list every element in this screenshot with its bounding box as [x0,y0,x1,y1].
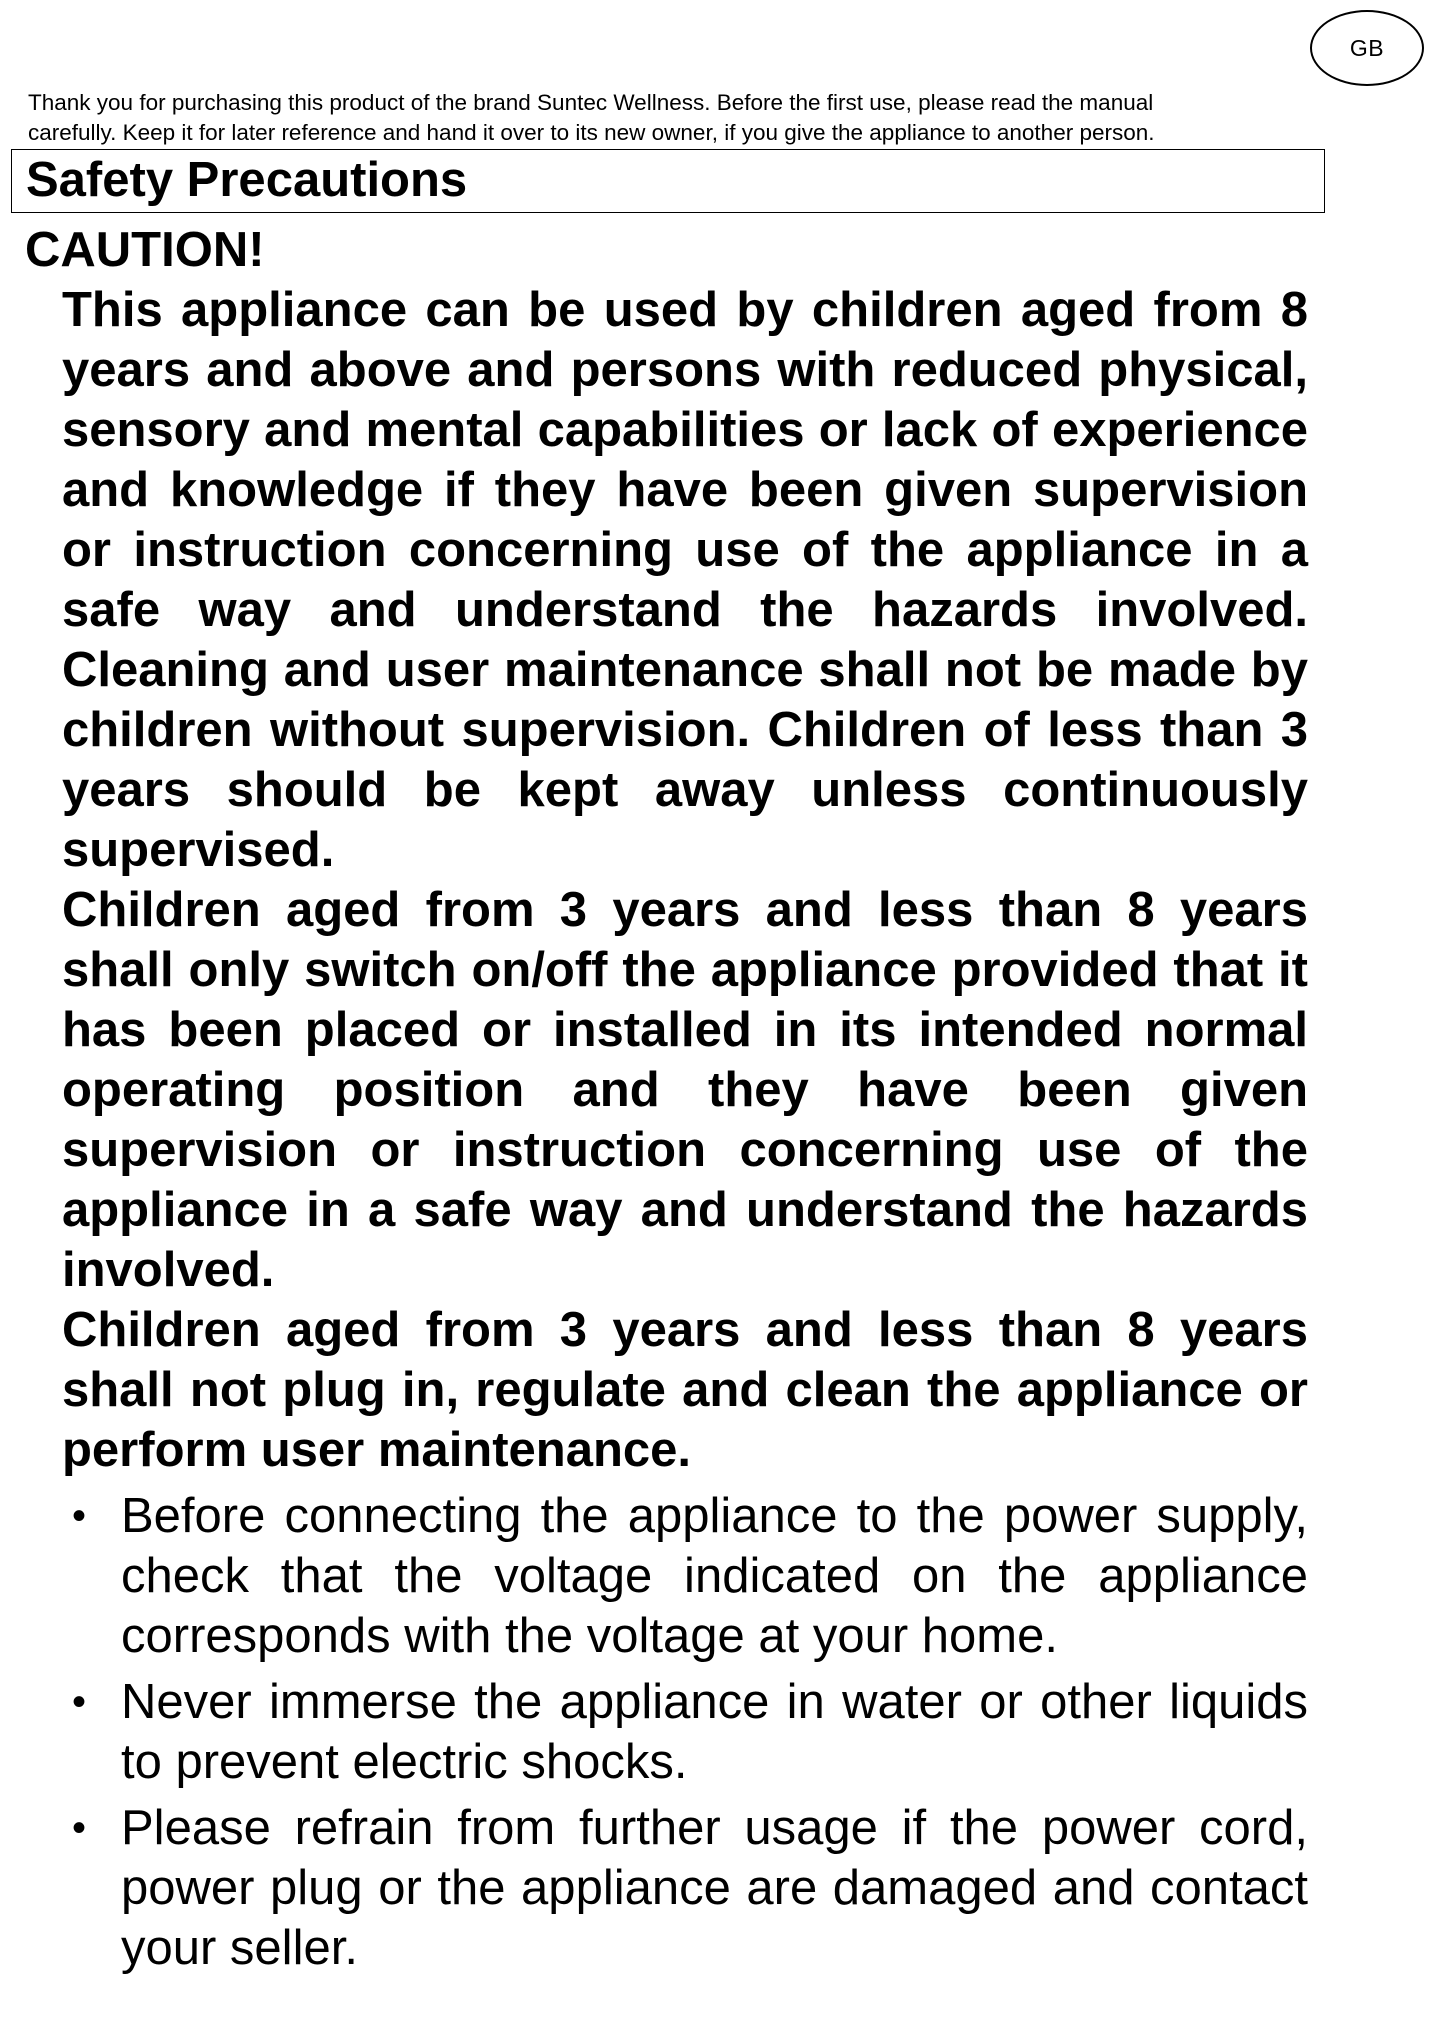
bullet-text: Before connecting the appliance to the power supply, check that the voltage indicated on the appliance corresponds with the voltage at your home. [121,1489,1308,1663]
warning-block [62,280,1308,1480]
bullet-icon: • [72,1680,87,1724]
bullet-text: Never immerse the appliance in water or other liquids to prevent electric shocks. [121,1675,1308,1789]
bullet-icon: • [72,1494,87,1538]
warning-paragraph: Children aged from 3 years and less than 8 years shall only switch on/off the appliance provided that it has been placed or installed in its intended normal operating position and they have been given supervision or instruction concerning use of the appliance in a safe way and understand the hazards involved. [62,883,1308,1297]
list-item [62,1672,1308,1792]
intro-line: Thank you for purchasing this product of the brand Suntec Wellness. Before the first use, please read the manual [28,90,1154,115]
warning-paragraph: Children aged from 3 years and less than 8 years shall not plug in, regulate and clean the appliance or perform user maintenance. [62,1303,1308,1477]
warning-paragraph: This appliance can be used by children aged from 8 years and above and persons with reduced physical, sensory and mental capabilities or lack of experience and knowledge if they have been given supervision or instruction concerning use of the appliance in a safe way and understand the hazards involved. Cleaning and user maintenance shall not be made by children without supervision. Children of less than 3 years should be kept away unless continuously supervised. [62,283,1308,877]
intro-text [28,88,1310,148]
list-item [62,1486,1308,1666]
language-code: GB [1349,34,1385,61]
list-item [62,1798,1308,1978]
section-header-box [11,149,1325,213]
section-title: Safety Precautions [26,153,468,207]
intro-line: carefully. Keep it for later reference and hand it over to its new owner, if you give the appliance to another person. [28,120,1155,145]
caution-heading: CAUTION! [25,223,265,277]
bullet-icon: • [72,1806,87,1850]
language-badge [1310,10,1424,86]
safety-bullet-list [62,1486,1308,1984]
bullet-text: Please refrain from further usage if the power cord, power plug or the appliance are damaged and contact your seller. [121,1801,1308,1975]
